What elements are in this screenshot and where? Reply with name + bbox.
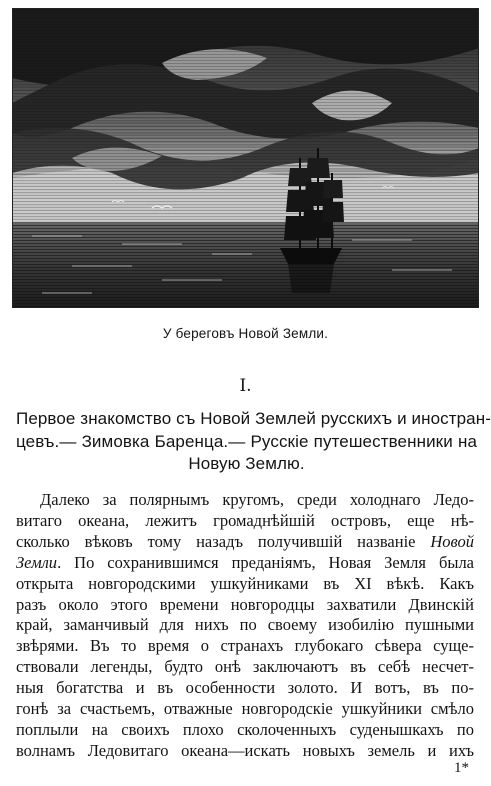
text-line: ныя богатства и въ особенности золото. И вотъ, въ по-	[16, 678, 474, 698]
chapter-title-line: Новую Землю.	[188, 454, 305, 473]
text-line: волнамъ Ледовитаго океана—искать новыхъ земель и ихъ	[16, 740, 474, 760]
printer-signature-mark: 1*	[454, 760, 469, 776]
text-line: Далеко за полярнымъ кругомъ, среди холоднаго Ледо-	[40, 490, 474, 509]
text-line: поплыли на своихъ плохо сколоченныхъ суденышкахъ по	[16, 719, 474, 739]
text-line: разъ около этого времени новгородцы захватили Двинскій	[16, 594, 474, 614]
italic-place-name: Новой	[430, 531, 474, 551]
text-line: ствовали легенды, будто онѣ заключаютъ въ себѣ несчет-	[16, 657, 474, 677]
text-line: сколько вѣковъ тому назадъ получившій названіе Новой	[16, 531, 474, 551]
ship-illustration	[12, 8, 479, 308]
chapter-title	[16, 408, 491, 476]
engraving-ship-icon	[12, 8, 479, 308]
text-line: звѣрями. Въ то время о странахъ глубокаго сѣвера суще-	[16, 636, 474, 656]
text-line: край, заманчивый для нихъ по своему изобилію пушными	[16, 615, 474, 635]
text-line: открыта новгородскими ушкуйниками въ XI вѣкѣ. Какъ	[16, 573, 474, 593]
illustration-caption: У береговъ Новой Земли.	[162, 326, 329, 341]
chapter-title-line: цевъ.— Зимовка Баренца.— Русскіе путешественники на	[16, 431, 477, 451]
text-line: гонѣ за счастьемъ, отважные новгородскіе ушкуйники смѣло	[16, 699, 474, 719]
italic-place-name: Земли	[16, 552, 58, 572]
body-paragraph	[16, 490, 474, 762]
chapter-title-line: Первое знакомство съ Новой Землей русскихъ и иностран-	[16, 409, 491, 428]
chapter-number: I.	[239, 376, 252, 396]
text-line: Земли. По сохранившимся преданіямъ, Новая Земля была	[16, 552, 474, 572]
text-line: витаго океана, лежитъ громаднѣйшій островъ, еще нѣ-	[16, 510, 474, 530]
